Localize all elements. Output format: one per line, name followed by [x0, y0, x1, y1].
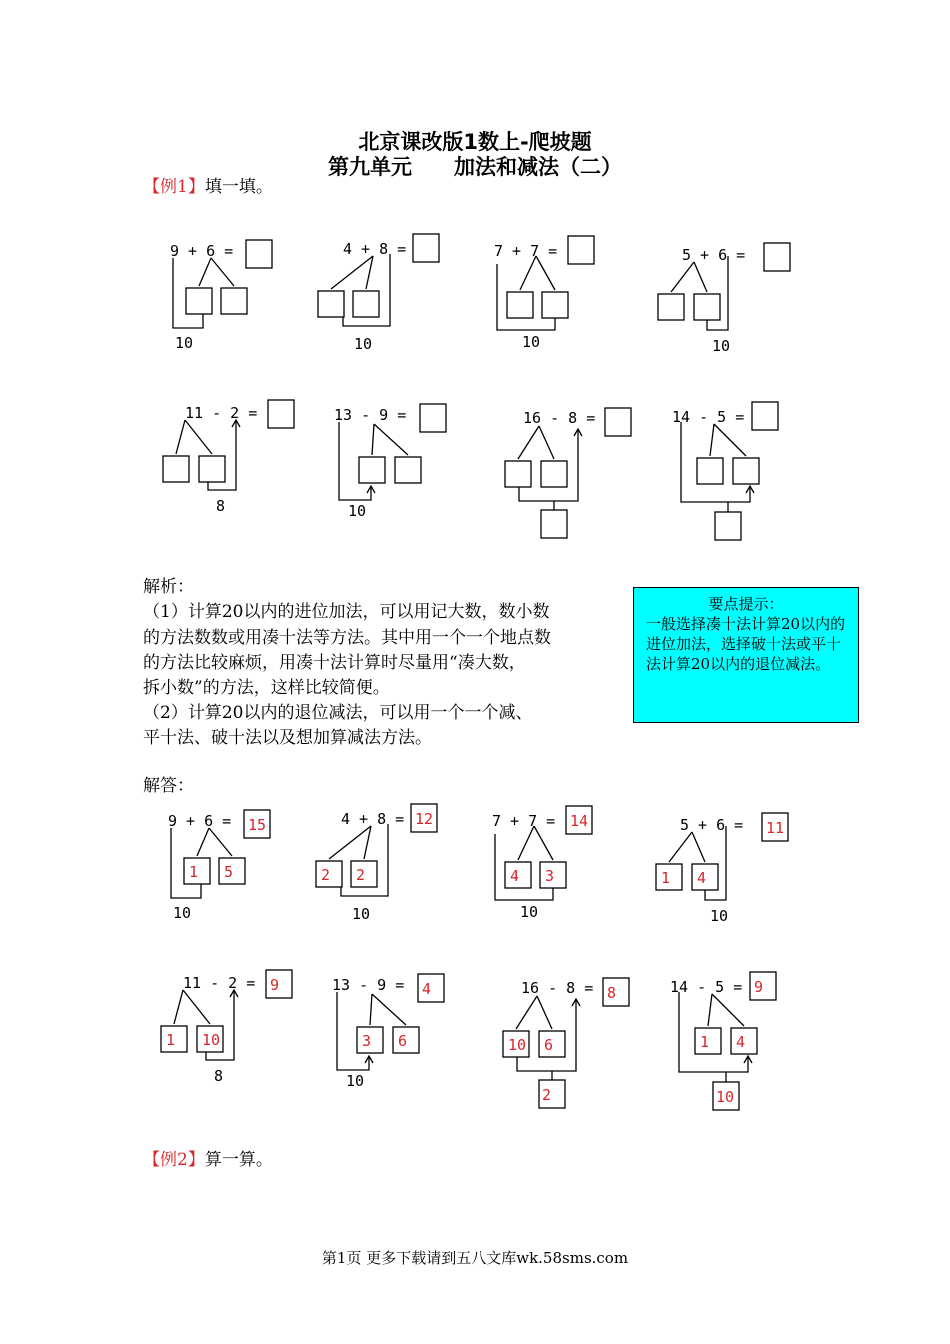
answer-3-bottom-number: 10: [520, 903, 539, 921]
answer-2-bottom-number: 10: [352, 905, 371, 923]
problem-1-expression: 9 + 6 =: [170, 242, 234, 260]
answer-3-result-value: 14: [570, 812, 589, 830]
problem-3-split-left-line: [520, 256, 536, 290]
problem-3-bottom-number: 10: [522, 333, 541, 351]
answer-6-bottom-number: 10: [346, 1072, 365, 1090]
problem-4-result-box: [764, 243, 790, 271]
example1-label: 【例1】: [143, 177, 205, 197]
analysis-heading: 解析：: [143, 577, 194, 597]
problem-4-bottom-number: 10: [712, 337, 731, 355]
problem-8-split-left-line: [710, 424, 714, 456]
problem-5-split-left-line: [176, 420, 185, 454]
answer-8-bottom-value: 10: [716, 1088, 735, 1106]
problem-8-left-box: [697, 458, 723, 484]
answer-6-expression: 13 - 9 =: [332, 976, 405, 994]
answer-1-left-value: 1: [189, 863, 199, 881]
answer-3-split-right-line: [534, 826, 553, 860]
problem-7-left-box: [505, 461, 531, 487]
answer-8-split-right-line: [712, 994, 744, 1026]
answer-4-result-value: 11: [766, 819, 785, 837]
problem-6-expression: 13 - 9 =: [334, 406, 407, 424]
example2-instruction: 算一算。: [204, 1150, 273, 1170]
problem-7-bottom-box: [541, 510, 567, 538]
analysis-line-6: 平十法、破十法以及想加算减法方法。: [143, 728, 432, 748]
answer-2-expression: 4 + 8 =: [341, 810, 405, 828]
problem-1-right-box: [221, 288, 247, 314]
answer-1-split-left-line: [197, 828, 209, 856]
problem-7-split-right-line: [539, 426, 554, 459]
example2-label: 【例2】: [143, 1150, 205, 1170]
problem-3-left-box: [507, 292, 533, 318]
problem-5-result-box: [268, 400, 294, 428]
problem-8-bottom-box: [715, 512, 741, 540]
answer-3-left-value: 4: [510, 867, 520, 885]
problem-8-right-box: [733, 458, 759, 484]
answer-4-bottom-number: 10: [710, 907, 729, 925]
problem-7-split-left-line: [518, 426, 539, 459]
answer-4-right-value: 4: [697, 869, 707, 887]
problem-3-right-box: [542, 292, 568, 318]
problem-1-bottom-number: 10: [175, 334, 194, 352]
problem-4-split-right-line: [694, 262, 707, 292]
answer-5-split-right-line: [183, 990, 210, 1024]
problem-5-bottom-number: 8: [216, 497, 226, 515]
analysis-line-4: 拆小数”的方法，这样比较简便。: [143, 678, 390, 698]
answer-7-right-value: 6: [544, 1036, 554, 1054]
analysis-line-2: 的方法数数或用凑十法等方法。其中用一个一个地点数: [143, 628, 551, 648]
problem-5-left-box: [163, 456, 189, 482]
answer-8-expression: 14 - 5 =: [670, 978, 743, 996]
answer-5-split-left-line: [174, 990, 183, 1024]
problem-4-right-box: [694, 294, 720, 320]
answer-1-bottom-number: 10: [173, 904, 192, 922]
problem-8-split-right-line: [714, 424, 746, 456]
answer-1-expression: 9 + 6 =: [168, 812, 232, 830]
solution-heading: 解答：: [143, 776, 194, 796]
hint-title: 要点提示：: [708, 595, 784, 613]
answer-3-right-value: 3: [545, 867, 555, 885]
answer-1-result-value: 15: [248, 816, 267, 834]
answer-8-result-value: 9: [754, 978, 764, 996]
problem-1-split-left-line: [199, 258, 211, 286]
problem-6-right-box: [395, 457, 421, 483]
problem-6-result-box: [420, 404, 446, 432]
problem-1-split-right-line: [211, 258, 234, 286]
problem-8-expression: 14 - 5 =: [672, 408, 745, 426]
problem-4-expression: 5 + 6 =: [682, 246, 746, 264]
title-line2: 第九单元 加法和减法（二）: [328, 155, 622, 179]
answer-8-right-value: 4: [736, 1033, 746, 1051]
problem-4-left-box: [658, 294, 684, 320]
problem-2-right-box: [353, 291, 379, 317]
answer-3-expression: 7 + 7 =: [492, 812, 556, 830]
page-footer: 第1页 更多下载请到五八文库wk.58sms.com: [321, 1249, 629, 1267]
title-line1: 北京课改版1数上-爬坡题: [358, 130, 592, 154]
answer-5-result-value: 9: [270, 976, 280, 994]
answer-1-split-right-line: [209, 828, 232, 856]
answer-4-expression: 5 + 6 =: [680, 816, 744, 834]
answer-5-expression: 11 - 2 =: [183, 974, 256, 992]
example1-instruction: 填一填。: [204, 177, 273, 197]
answer-8-left-value: 1: [700, 1033, 710, 1051]
problem-3-result-box: [568, 236, 594, 264]
answer-8-split-left-line: [708, 994, 712, 1026]
answer-7-split-left-line: [516, 996, 537, 1029]
answer-4-split-left-line: [669, 832, 692, 862]
hint-body: 一般选择凑十法计算20以内的进位加法，选择破十法或平十法计算20以内的退位减法。: [646, 615, 846, 673]
analysis-line-1: （1）计算20以内的进位加法，可以用记大数，数小数: [143, 602, 550, 622]
answer-3-split-left-line: [518, 826, 534, 860]
answer-5-bottom-number: 8: [214, 1067, 224, 1085]
problem-5-right-box: [199, 456, 225, 482]
problem-5-expression: 11 - 2 =: [185, 404, 258, 422]
answer-7-split-right-line: [537, 996, 552, 1029]
problem-6-bottom-number: 10: [348, 502, 367, 520]
answer-7-left-value: 10: [508, 1036, 527, 1054]
answer-7-result-value: 8: [607, 984, 617, 1002]
problem-3-split-right-line: [536, 256, 555, 290]
problem-2-expression: 4 + 8 =: [343, 240, 407, 258]
answer-7-bottom-value: 2: [542, 1086, 552, 1104]
problem-7-right-box: [541, 461, 567, 487]
answer-1-right-value: 5: [224, 863, 234, 881]
problem-3-expression: 7 + 7 =: [494, 242, 558, 260]
answer-2-result-value: 12: [415, 810, 434, 828]
answer-6-result-value: 4: [422, 980, 432, 998]
problem-7-expression: 16 - 8 =: [523, 409, 596, 427]
answer-7-expression: 16 - 8 =: [521, 979, 594, 997]
answer-2-right-value: 2: [356, 866, 366, 884]
answer-4-left-value: 1: [661, 869, 671, 887]
problem-2-left-box: [318, 291, 344, 317]
problem-2-bottom-number: 10: [354, 335, 373, 353]
answer-6-left-value: 3: [362, 1032, 372, 1050]
answer-4-split-right-line: [692, 832, 705, 862]
analysis-line-3: 的方法比较麻烦，用凑十法计算时尽量用“凑大数，: [143, 653, 526, 673]
answer-6-right-value: 6: [398, 1032, 408, 1050]
problem-1-left-box: [186, 288, 212, 314]
analysis-line-5: （2）计算20以内的退位减法，可以用一个一个减、: [143, 703, 533, 723]
problem-6-split-left-line: [372, 424, 374, 455]
answer-5-left-value: 1: [166, 1031, 176, 1049]
answer-6-split-right-line: [372, 994, 406, 1025]
problem-5-split-right-line: [185, 420, 212, 454]
answer-5-right-value: 10: [202, 1031, 221, 1049]
problem-4-split-left-line: [671, 262, 694, 292]
answer-6-split-left-line: [370, 994, 372, 1025]
answer-2-left-value: 2: [321, 866, 331, 884]
problem-1-result-box: [246, 240, 272, 268]
problem-6-split-right-line: [374, 424, 408, 455]
problem-2-result-box: [413, 234, 439, 262]
problem-7-result-box: [605, 408, 631, 436]
problem-8-result-box: [752, 402, 778, 430]
problem-6-left-box: [359, 457, 385, 483]
